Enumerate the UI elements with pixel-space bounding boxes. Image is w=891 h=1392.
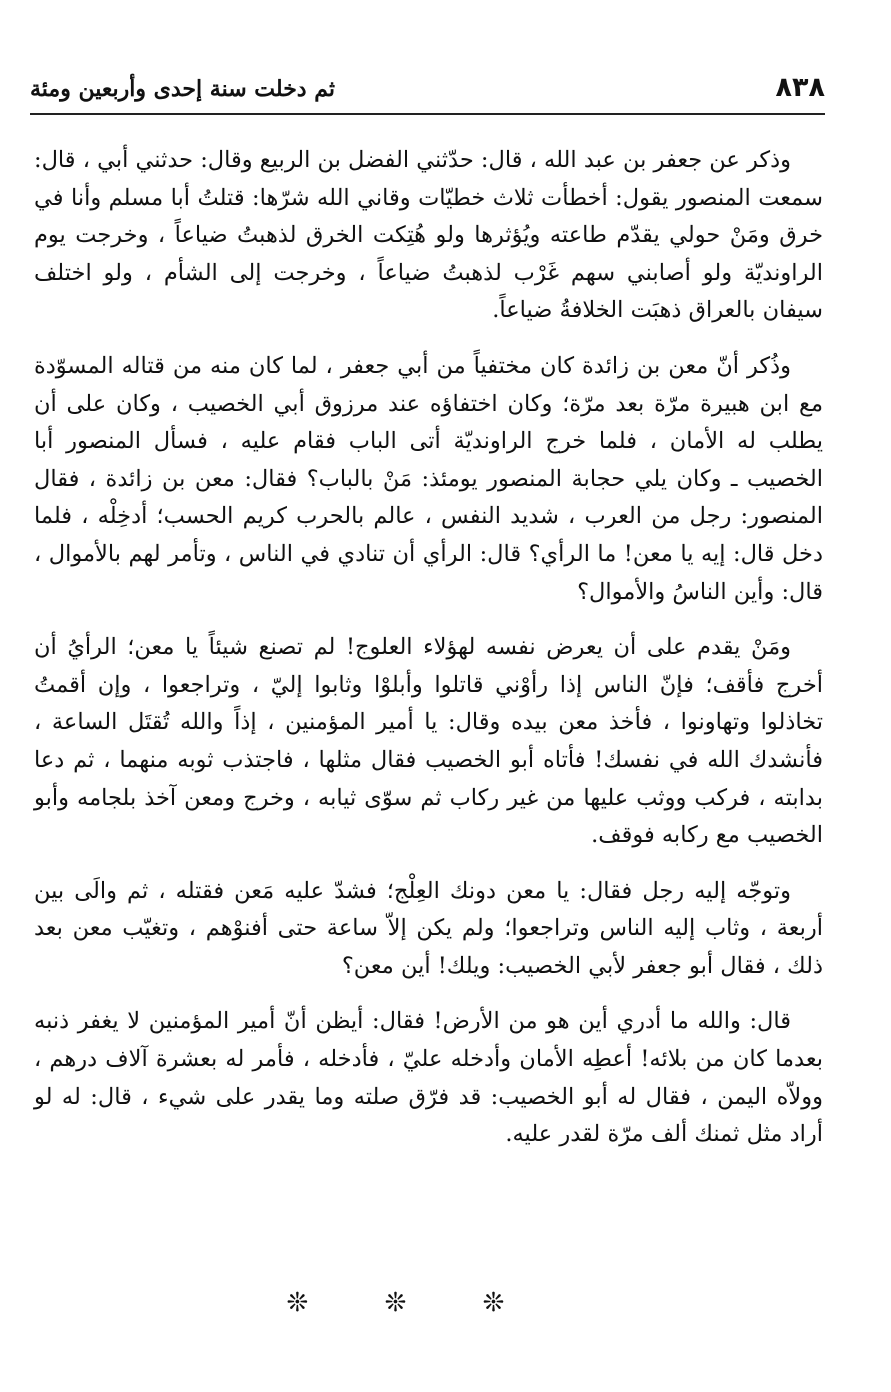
running-title: ثم دخلت سنة إحدى وأربعين ومئة xyxy=(30,76,336,102)
paragraph-2: وذُكر أنّ معن بن زائدة كان مختفياً من أبي جعفر ، لما كان منه من قتاله المسوّدة مع ابن هبيرة مرّة بعد مرّة؛ وكان اختفاؤه عند مرزوق أبي الخصيب ، وكان على أن يطلب له الأمان ، فلما خرج الراونديّة أتى الباب فقام عليه ، فسأل المنصور أبا الخصيب ـ وكان يلي حجابة المنصور يومئذ: مَنْ بالباب؟ فقال: معن بن زائدة ، فقال المنصور: رجل من العرب ، شديد النفس ، عالم بالحرب كريم الحسب؛ أدخِلْه ، فلما دخل قال: إيه يا معن! ما الرأي؟ قال: الرأي أن تنادي في الناس ، وتأمر لهم بالأموال ، قال: وأين الناسُ والأموال؟ xyxy=(34,352,823,605)
section-end-ornament: ❊ ❊ ❊ xyxy=(286,1288,539,1318)
page-number: ٨٣٨ xyxy=(775,72,825,103)
page-header xyxy=(30,62,825,112)
paragraph-3: ومَنْ يقدم على أن يعرض نفسه لهؤلاء العلوج! لم تصنع شيئاً يا معن؛ الرأيُ أن أخرج فأقف؛ فإنّ الناس إذا رأوْني قاتلوا وأبلوْا وثابوا إليّ ، وتراجعوا ، وإن أقمتُ تخاذلوا وتهاونوا ، فأخذ معن بيده وقال: يا أمير المؤمنين ، إذاً والله تُقتَل الساعة ، فأنشدك الله في نفسك! فأتاه أبو الخصيب فقال مثلها ، فاجتذب ثوبه منهما ، ثم دعا بدابته ، فركب ووثب عليها من غير ركاب ثم سوّى ثيابه ، وخرج ومعن آخذ بلجامه وأبو الخصيب مع ركابه فوقف. xyxy=(34,634,823,849)
page-body xyxy=(34,142,823,1172)
paragraph-1: وذكر عن جعفر بن عبد الله ، قال: حدّثني الفضل بن الربيع وقال: حدثني أبي ، قال: سمعت المنصور يقول: أخطأت ثلاث خطيّات وقاني الله شرّها: قتلتُ أبا مسلم وأنا في خرق ومَنْ حولي يقدّم طاعته ويُؤثرها ولو هُتِكت الخرق لذهبتُ ضياعاً ، وخرجت يوم الراونديّة ولو أصابني سهم غَرْب لذهبتُ ضياعاً ، وخرجت إلى الشأم ، ولو اختلف سيفان بالعراق ذهبَت الخلافةُ ضياعاً. xyxy=(34,147,823,324)
header-divider xyxy=(30,113,825,115)
paragraph-5: قال: والله ما أدري أين هو من الأرض! فقال: أيظن أنّ أمير المؤمنين لا يغفر ذنبه بعدما كان من بلائه! أعطِه الأمان وأدخله عليّ ، فأدخله ، فأمر له بعشرة آلاف درهم ، وولاّه اليمن ، فقال له أبو الخصيب: قد فرّق صلته وما يقدر على شيء ، قال: له لو أراد مثل ثمنك ألف مرّة لقدر عليه. xyxy=(34,1008,823,1148)
paragraph-4: وتوجّه إليه رجل فقال: يا معن دونك العِلْج؛ فشدّ عليه مَعن فقتله ، ثم والَى بين أربعة ، وثاب إليه الناس وتراجعوا؛ ولم يكن إلاّ ساعة حتى أفنوْهم ، وتغيّب معن بعد ذلك ، فقال أبو جعفر لأبي الخصيب: ويلك! أين معن؟ xyxy=(34,877,823,979)
